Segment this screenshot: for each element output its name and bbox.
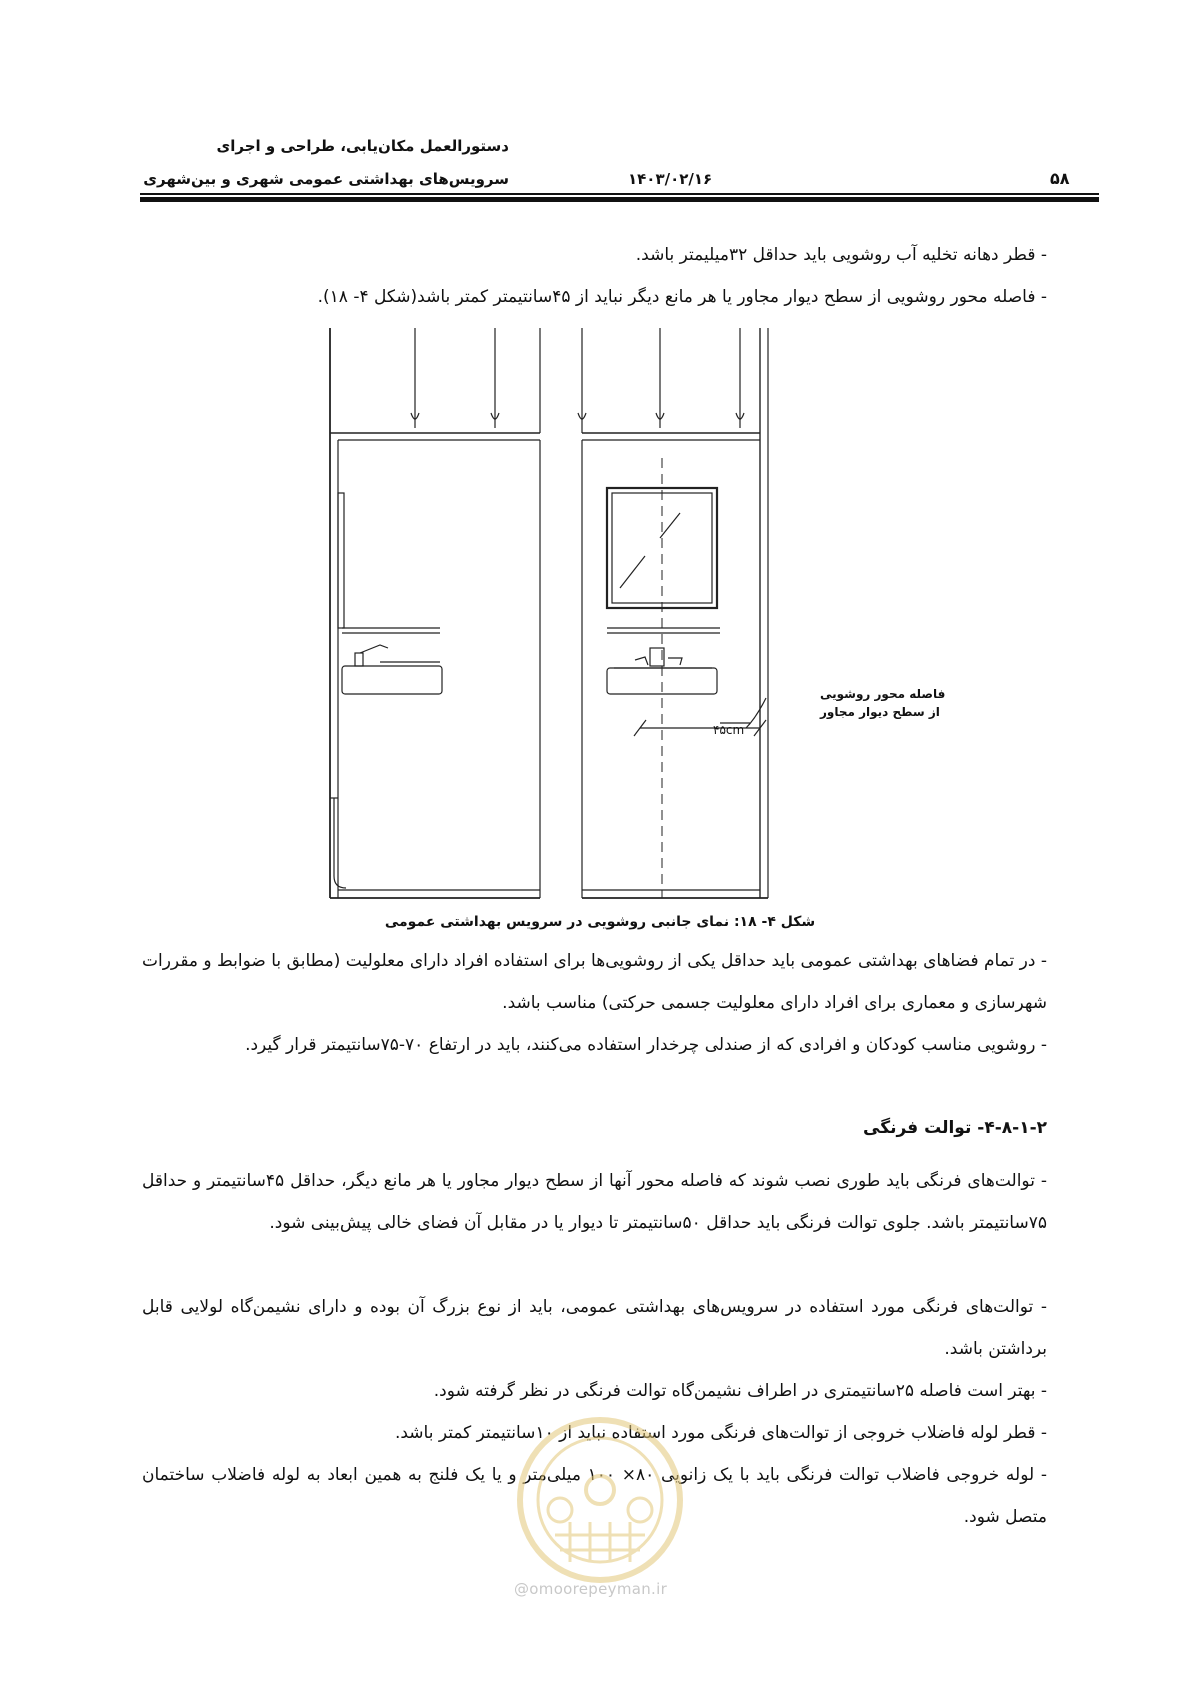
bullet-axis-distance: - فاصله محور روشویی از سطح دیوار مجاور یا هر مانع دیگر نباید از ۴۵سانتیمتر کمتر باشد(شکل ۴- ۱۸). [317, 287, 1047, 307]
header-date: ۱۴۰۳/۰۲/۱۶ [628, 170, 713, 188]
page-number: ۵۸ [1050, 169, 1070, 188]
washbasin-side-elevation-figure [320, 328, 946, 908]
paragraph-pipe-diameter: - قطر لوله فاضلاب خروجی از توالت‌های فرنگی مورد استفاده نباید از ۱۰سانتیمتر کمتر باشد. [394, 1423, 1047, 1443]
bullet-drain-diameter: - قطر دهانه تخلیه آب روشویی باید حداقل ۳۲میلیمتر باشد. [635, 245, 1047, 265]
paragraph-seat-clearance: - بهتر است فاصله ۲۵سانتیمتری در اطراف نشیمن‌گاه توالت فرنگی در نظر گرفته شود. [433, 1381, 1047, 1401]
figure-callout-line2: از سطح دیوار مجاور [820, 705, 940, 719]
paragraph-toilet-type: - توالت‌های فرنگی مورد استفاده در سرویس‌های بهداشتی عمومی، باید از نوع بزرگ آن بوده و دارای نشیمن‌گاه لولایی قابل برداشتن باشد. [142, 1297, 1047, 1359]
dimension-label: ۴۵cm [713, 723, 745, 737]
figure-callout-line1: فاصله محور روشویی [820, 687, 946, 701]
paragraph-accessibility: - در تمام فضاهای بهداشتی عمومی باید حداقل یکی از روشویی‌ها برای استفاده افراد دارای معلولیت (مطابق با ضوابط و مقررات شهرسازی و معماری برای افراد دارای معلولیت جسمی حرکتی) مناسب باشد. [142, 951, 1047, 1013]
watermark-seal-logo [500, 1410, 700, 1590]
header-rule-thick [140, 197, 1099, 202]
paragraph-toilet-distance: - توالت‌های فرنگی باید طوری نصب شوند که فاصله محور آنها از سطح دیوار مجاور یا هر مانع دیگر، حداقل ۴۵سانتیمتر و حداقل ۷۵سانتیمتر باشد. جلوی توالت فرنگی باید حداقل ۵۰سانتیمتر تا دیوار یا در مقابل آن فضای خالی پیش‌بینی شود. [142, 1171, 1047, 1233]
figure-caption: شکل ۴- ۱۸: نمای جانبی روشویی در سرویس بهداشتی عمومی [384, 914, 816, 930]
header-title-line2: سرویس‌های بهداشتی عمومی شهری و بین‌شهری [143, 170, 509, 188]
paragraph-outlet-connection: - لوله خروجی فاضلاب توالت فرنگی باید با یک زانویی ۸۰× ۱۰۰ میلی‌متر و یا یک فلنج به همین ابعاد به لوله فاضلاب ساختمان متصل شود. [142, 1465, 1047, 1527]
watermark-site: @omoorepeyman.ir [514, 1580, 668, 1598]
header-title-line1: دستورالعمل مکان‌یابی، طراحی و اجرای [216, 137, 509, 155]
section-heading: ۴-۸-۱-۲- توالت فرنگی [863, 1118, 1047, 1138]
paragraph-child-height: - روشویی مناسب کودکان و افرادی که از صندلی چرخدار استفاده می‌کنند، باید در ارتفاع ۷۰-۷۵سانتیمتر قرار گیرد. [245, 1035, 1047, 1055]
header-rule-thin [140, 193, 1099, 195]
